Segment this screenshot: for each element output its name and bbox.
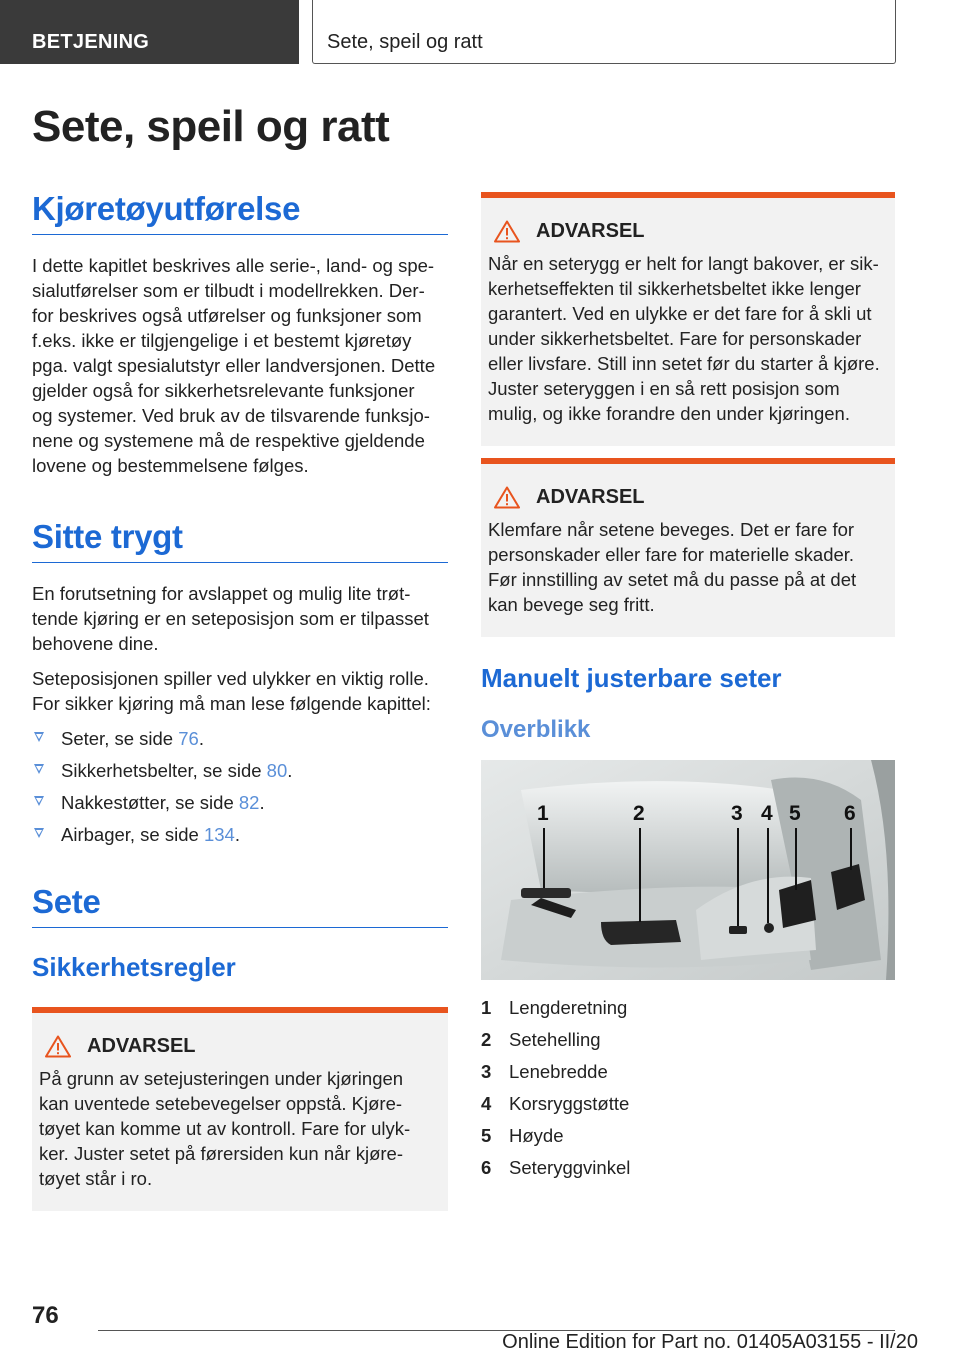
text-line: mulig, og ikke forandre den under kjøringen. [488,403,850,424]
text-line: for beskrives også utførelser og funksjoner som [32,305,422,326]
header-chapter: Sete, speil og ratt [312,0,896,64]
legend-row: 6 Seteryggvinkel [481,1157,631,1178]
warning-title: ADVARSEL [39,1035,440,1058]
text-line: sialutførelser som er tilbudt i modellrekken. Der- [32,280,425,301]
legend-row: 3 Lenebredde [481,1061,608,1082]
text-line: behovene dine. [32,633,159,654]
warning-box [481,192,895,446]
triangle-bullet-icon [34,764,44,774]
right-column [481,192,895,1184]
warning-text [488,251,887,426]
warning-box [481,458,895,637]
text-line: lovene og bestemmelsene følges. [32,455,309,476]
seat-controls-photo [481,760,895,980]
triangle-bullet-icon [34,796,44,806]
text-line: tøyet står i ro. [39,1168,153,1189]
text-line: kan bevege seg fritt. [488,594,655,615]
header-section: BETJENING [0,0,299,64]
text-line: personskader eller fare for materielle skader. [488,544,855,565]
photo-legend [481,992,895,1184]
heading-overview: Overblikk [481,716,591,743]
paragraph-sit-safely-2 [32,666,448,716]
text-line: garantert. Ved en ulykke er det fare for å skli ut [488,303,872,324]
list-item: Airbager, se side 134. [32,822,448,847]
page-link[interactable]: 82 [238,792,260,813]
warning-box [32,1007,448,1211]
photo-label: 2 [633,802,645,825]
left-column [32,190,448,1211]
seat-illustration [481,760,895,980]
page-link[interactable]: 76 [178,728,199,749]
page-title: Sete, speil og ratt [32,102,390,151]
text-line: eller livsfare. Still inn setet før du starter å kjøre. [488,353,880,374]
text-line: under sikkerhetsbeltet. Fare for personskader [488,328,862,349]
heading-vehicle-variant: Kjøretøyutførelse [32,190,448,235]
text-line: Seteposisjonen spiller ved ulykker en viktig rolle. [32,668,429,689]
text-line: gjelder også for sikkerhetsrelevante funksjoner [32,380,415,401]
text-line: tøyet kan komme ut av kontroll. Fare for ulyk- [39,1118,411,1139]
legend-row: 4 Korsryggstøtte [481,1093,630,1114]
text-line: Når en seterygg er helt for langt bakover, er sik- [488,253,879,274]
text-line: kerhetseffekten til sikkerhetsbeltet ikke lenger [488,278,861,299]
heading-safety-rules: Sikkerhetsregler [32,952,236,982]
text-line: Juster seteryggen i en så rett posisjon som [488,378,840,399]
page-number: 76 [32,1302,59,1329]
text-line: kan uventede setebevegelser oppstå. Kjøre- [39,1093,403,1114]
list-item: Sikkerhetsbelter, se side 80. [32,758,448,783]
warning-text [488,517,887,617]
text-line: I dette kapitlet beskrives alle serie-, land- og spe- [32,255,435,276]
text-line: ker. Juster setet på førersiden kun når kjøre- [39,1143,403,1164]
related-chapters-list [32,726,448,847]
heading-sit-safely: Sitte trygt [32,518,448,563]
warning-triangle-icon [494,220,520,243]
triangle-bullet-icon [34,828,44,838]
text-line: nene og systemene må de respektive gjeldende [32,430,425,451]
text-line: Klemfare når setene beveges. Det er fare for [488,519,855,540]
photo-label: 4 [761,802,773,825]
legend-row: 5 Høyde [481,1125,564,1146]
text-line: tende kjøring er en seteposisjon som er tilpasset [32,608,429,629]
text-line: og systemer. Ved bruk av de tilsvarende funksjo- [32,405,430,426]
warning-title: ADVARSEL [488,220,887,243]
legend-row: 2 Setehelling [481,1029,601,1050]
page-link[interactable]: 80 [266,760,288,781]
list-item: Nakkestøtter, se side 82. [32,790,448,815]
photo-label: 5 [789,802,801,825]
footer-edition: Online Edition for Part no. 01405A03155 - II/20 [502,1331,918,1353]
text-line: For sikker kjøring må man lese følgende kapittel: [32,693,431,714]
paragraph-vehicle-variant [32,253,448,478]
triangle-bullet-icon [34,732,44,742]
paragraph-sit-safely-1 [32,581,448,656]
heading-seat: Sete [32,883,448,928]
text-line: pga. valgt spesialutstyr eller landversjonen. Dette [32,355,436,376]
page-link[interactable]: 134 [203,824,235,845]
text-line: På grunn av setejusteringen under kjøringen [39,1068,404,1089]
photo-label: 3 [731,802,743,825]
legend-row: 1 Lengderetning [481,997,628,1018]
text-line: Før innstilling av setet må du passe på at det [488,569,857,590]
text-line: En forutsetning for avslappet og mulig lite trøt- [32,583,411,604]
warning-title: ADVARSEL [488,486,887,509]
photo-label: 1 [537,802,549,825]
heading-manual-seats: Manuelt justerbare seter [481,663,782,693]
warning-text [39,1066,440,1191]
photo-label: 6 [844,802,856,825]
warning-triangle-icon [45,1035,71,1058]
list-item: Seter, se side 76. [32,726,448,751]
warning-triangle-icon [494,486,520,509]
text-line: f.eks. ikke er tilgjengelige i et bestemt kjøretøy [32,330,412,351]
